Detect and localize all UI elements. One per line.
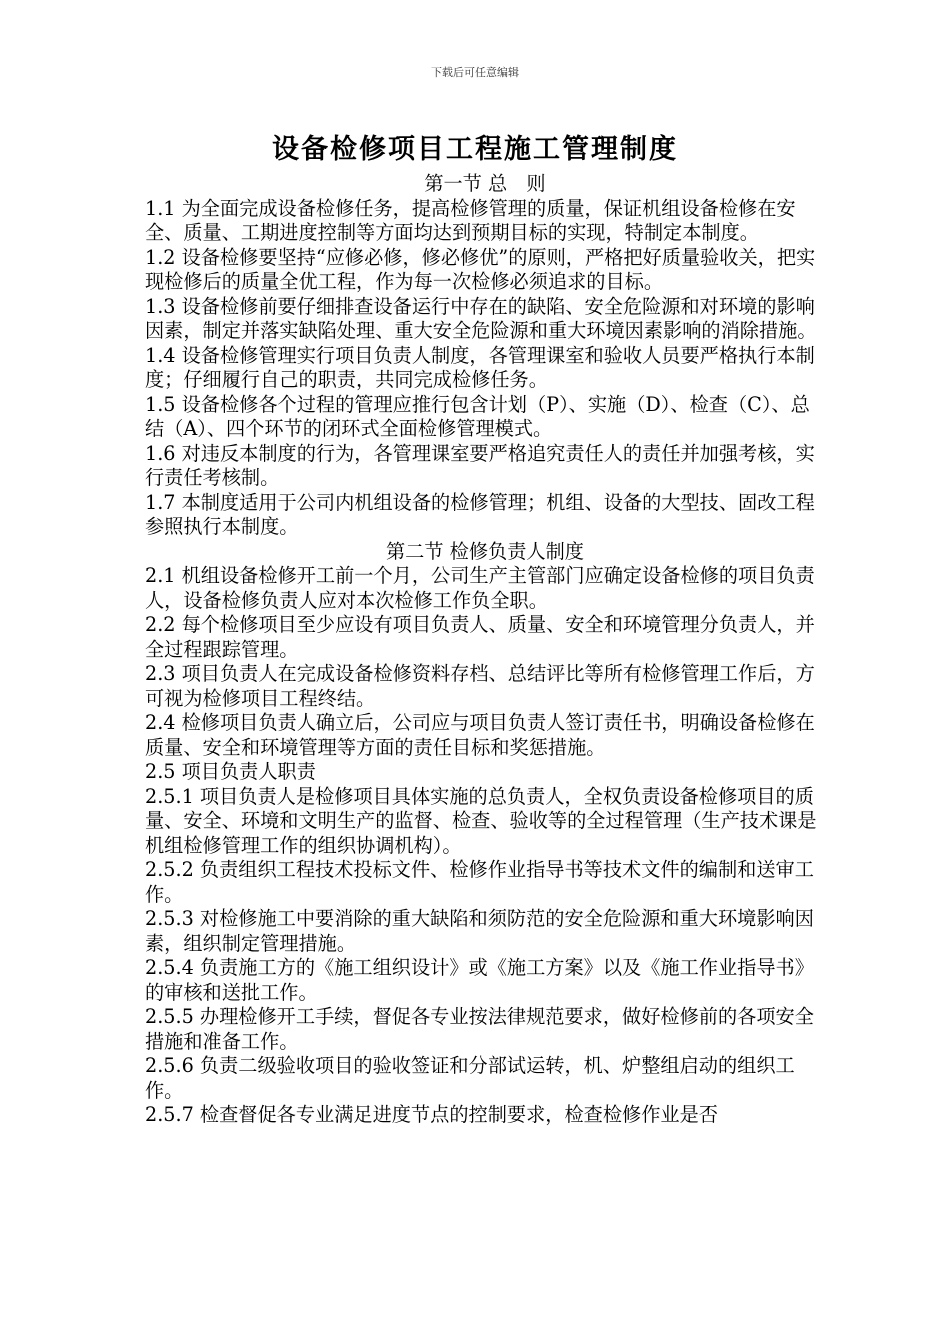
paragraph-1-5: 1.5 设备检修各个过程的管理应推行包含计划（P）、实施（D）、检查（C）、总结（A）、四个环节的闭环式全面检修管理模式。 <box>145 392 810 440</box>
paragraph-1-6: 1.6 对违反本制度的行为，各管理课室要严格追究责任人的责任并加强考核，实行责任考核制。 <box>145 441 815 489</box>
paragraph-2-5-7: 2.5.7 检查督促各专业满足进度节点的控制要求，检查检修作业是否 <box>145 1103 718 1126</box>
paragraph-1-2: 1.2 设备检修要坚持“应修必修，修必修优”的原则，严格把好质量验收关，把实现检修后的质量全优工程，作为每一次检修必须追求的目标。 <box>145 245 816 293</box>
paragraph-1-7: 1.7 本制度适用于公司内机组设备的检修管理；机组、设备的大型技、固改工程参照执行本制度。 <box>145 490 815 538</box>
section-heading-2: 第二节 检修负责人制度 <box>386 539 584 563</box>
document-title: 设备检修项目工程施工管理制度 <box>272 134 678 165</box>
paragraph-2-1: 2.1 机组设备检修开工前一个月，公司生产主管部门应确定设备检修的项目负责人，设备检修负责人应对本次检修工作负全职。 <box>145 564 815 612</box>
paragraph-1-3: 1.3 设备检修前要仔细排查设备运行中存在的缺陷、安全危险源和对环境的影响因素，制定并落实缺陷处理、重大安全危险源和重大环境因素影响的消除措施。 <box>145 294 817 342</box>
header-note: 下载后可任意编辑 <box>431 66 519 79</box>
paragraph-1-1: 1.1 为全面完成设备检修任务，提高检修管理的质量，保证机组设备检修在安全、质量、工期进度控制等方面均达到预期目标的实现，特制定本制度。 <box>145 196 796 244</box>
paragraph-2-5-4: 2.5.4 负责施工方的《施工组织设计》或《施工方案》以及《施工作业指导书》的审核和送批工作。 <box>145 956 814 1004</box>
section-heading-1: 第一节 总 则 <box>424 172 546 195</box>
paragraph-1-4: 1.4 设备检修管理实行项目负责人制度，各管理课室和验收人员要严格执行本制度；仔细履行自己的职责，共同完成检修任务。 <box>145 343 815 391</box>
paragraph-2-3: 2.3 项目负责人在完成设备检修资料存档、总结评比等所有检修管理工作后，方可视为检修项目工程终结。 <box>145 662 815 710</box>
paragraph-2-4: 2.4 检修项目负责人确立后，公司应与项目负责人签订责任书，明确设备检修在质量、安全和环境管理等方面的责任目标和奖惩措施。 <box>145 711 815 759</box>
paragraph-2-5-3: 2.5.3 对检修施工中要消除的重大缺陷和须防范的安全危险源和重大环境影响因素，组织制定管理措施。 <box>145 907 814 955</box>
paragraph-2-2: 2.2 每个检修项目至少应设有项目负责人、质量、安全和环境管理分负责人，并全过程跟踪管理。 <box>145 613 815 661</box>
paragraph-2-5-2: 2.5.2 负责组织工程技术投标文件、检修作业指导书等技术文件的编制和送审工作。 <box>145 858 814 906</box>
paragraph-2-5-1: 2.5.1 项目负责人是检修项目具体实施的总负责人，全权负责设备检修项目的质量、安全、环境和文明生产的监督、检查、验收等的全过程管理（生产技术课是机组检修管理工作的组织协调机构）。 <box>145 784 817 857</box>
paragraph-2-5: 2.5 项目负责人职责 <box>145 760 316 783</box>
paragraph-2-5-5: 2.5.5 办理检修开工手续，督促各专业按法律规范要求，做好检修前的各项安全措施和准备工作。 <box>145 1005 814 1053</box>
document-body <box>145 172 825 1128</box>
paragraph-2-5-6: 2.5.6 负责二级验收项目的验收签证和分部试运转，机、炉整组启动的组织工作。 <box>145 1054 795 1102</box>
